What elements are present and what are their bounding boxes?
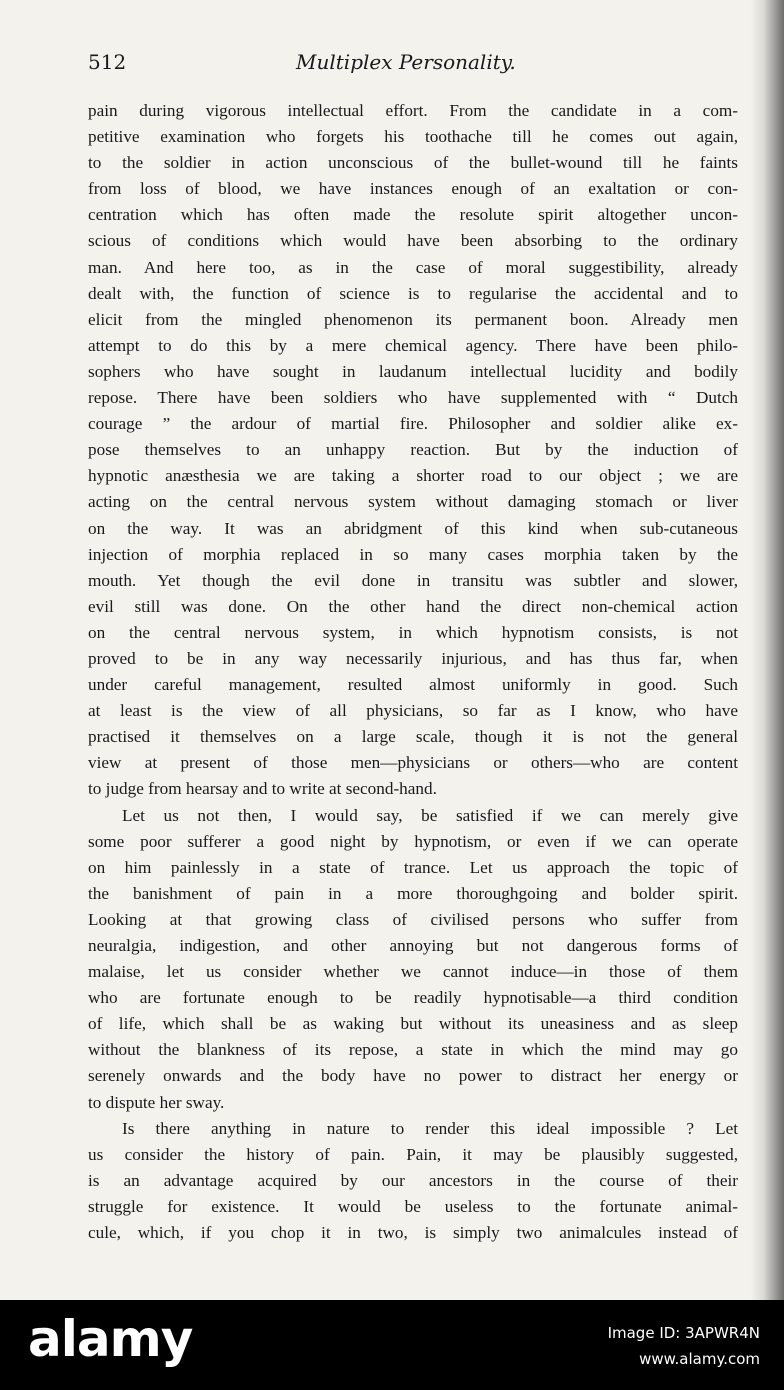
text-line: serenely onwards and the body have no power to distract her energy or xyxy=(88,1066,738,1086)
text-line: mouth. Yet though the evil done in transitu was subtler and slower, xyxy=(88,570,738,590)
text-line: evil still was done. On the other hand the direct non-chemical action xyxy=(88,596,738,616)
site-url: www.alamy.com xyxy=(639,1350,760,1368)
text-line: practised it themselves on a large scale, though it is not the general xyxy=(88,727,738,747)
text-line: sophers who have sought in laudanum intellectual lucidity and bodily xyxy=(88,361,738,381)
text-line: on the way. It was an abridgment of this kind when sub-cutaneous xyxy=(88,518,738,538)
text-line: centration which has often made the resolute spirit altogether uncon- xyxy=(88,205,738,225)
text-line: scious of conditions which would have been absorbing to the ordinary xyxy=(88,231,738,251)
text-line: the banishment of pain in a more thoroughgoing and bolder spirit. xyxy=(88,883,738,903)
text-line: us consider the history of pain. Pain, it may be plausibly suggested, xyxy=(88,1144,738,1164)
text-line: proved to be in any way necessarily injurious, and has thus far, when xyxy=(88,648,738,668)
text-line: on him painlessly in a state of trance. Let us approach the topic of xyxy=(88,857,738,877)
text-line: to dispute her sway. xyxy=(88,1092,225,1112)
text-line: under careful management, resulted almost uniformly in good. Such xyxy=(88,675,738,695)
watermark-footer xyxy=(0,1300,784,1390)
text-line: pose themselves to an unhappy reaction. But by the induction of xyxy=(88,440,738,460)
body-text xyxy=(88,98,738,1246)
text-line: Let us not then, I would say, be satisfied if we can merely give xyxy=(122,805,738,825)
text-line: of life, which shall be as waking but without its uneasiness and as sleep xyxy=(88,1014,738,1034)
text-line: without the blankness of its repose, a state in which the mind may go xyxy=(88,1040,738,1060)
text-line: acting on the central nervous system without damaging stomach or liver xyxy=(88,492,738,512)
text-line: view at present of those men—physicians or others—who are content xyxy=(88,753,738,773)
page-number: 512 xyxy=(88,50,127,74)
text-line: struggle for existence. It would be useless to the fortunate animal- xyxy=(88,1196,738,1216)
text-line: attempt to do this by a mere chemical agency. There have been philo- xyxy=(88,335,738,355)
text-line: Looking at that growing class of civilised persons who suffer from xyxy=(88,909,738,929)
text-line: dealt with, the function of science is to regularise the accidental and to xyxy=(88,283,738,303)
text-line: courage ” the ardour of martial fire. Philosopher and soldier alike ex- xyxy=(88,414,738,434)
text-line: some poor sufferer a good night by hypnotism, or even if we can operate xyxy=(88,831,738,851)
text-line: malaise, let us consider whether we cannot induce—in those of them xyxy=(88,962,738,982)
text-line: pain during vigorous intellectual effort. From the candidate in a com- xyxy=(88,101,738,120)
brand-logo: alamy xyxy=(28,1310,193,1368)
running-head xyxy=(88,44,738,76)
text-line: to the soldier in action unconscious of the bullet-wound till he faints xyxy=(88,153,738,173)
running-title: Multiplex Personality. xyxy=(296,50,516,74)
text-line: on the central nervous system, in which hypnotism consists, is not xyxy=(88,622,738,642)
text-line: man. And here too, as in the case of moral suggestibility, already xyxy=(88,257,738,277)
text-line: petitive examination who forgets his toothache till he comes out again, xyxy=(88,127,738,147)
image-info xyxy=(608,1320,760,1372)
image-id: Image ID: 3APWR4N xyxy=(607,1324,760,1342)
text-line: at least is the view of all physicians, so far as I know, who have xyxy=(88,701,738,721)
text-line: is an advantage acquired by our ancestors in the course of their xyxy=(88,1170,738,1190)
text-line: hypnotic anæsthesia we are taking a shorter road to our object ; we are xyxy=(88,466,738,486)
text-line: who are fortunate enough to be readily hypnotisable—a third condition xyxy=(88,988,738,1008)
text-line: cule, which, if you chop it in two, is simply two animalcules instead of xyxy=(88,1223,738,1243)
text-line: repose. There have been soldiers who have supplemented with “ Dutch xyxy=(88,388,738,408)
page-edge-shadow xyxy=(750,0,784,1300)
text-line: neuralgia, indigestion, and other annoying but not dangerous forms of xyxy=(88,936,738,955)
text-line: from loss of blood, we have instances enough of an exaltation or con- xyxy=(88,179,738,199)
text-line: injection of morphia replaced in so many cases morphia taken by the xyxy=(88,544,738,564)
text-line: elicit from the mingled phenomenon its permanent boon. Already men xyxy=(88,309,738,329)
text-line: Is there anything in nature to render this ideal impossible ? Let xyxy=(122,1118,738,1138)
text-line: to judge from hearsay and to write at second-hand. xyxy=(88,779,437,799)
